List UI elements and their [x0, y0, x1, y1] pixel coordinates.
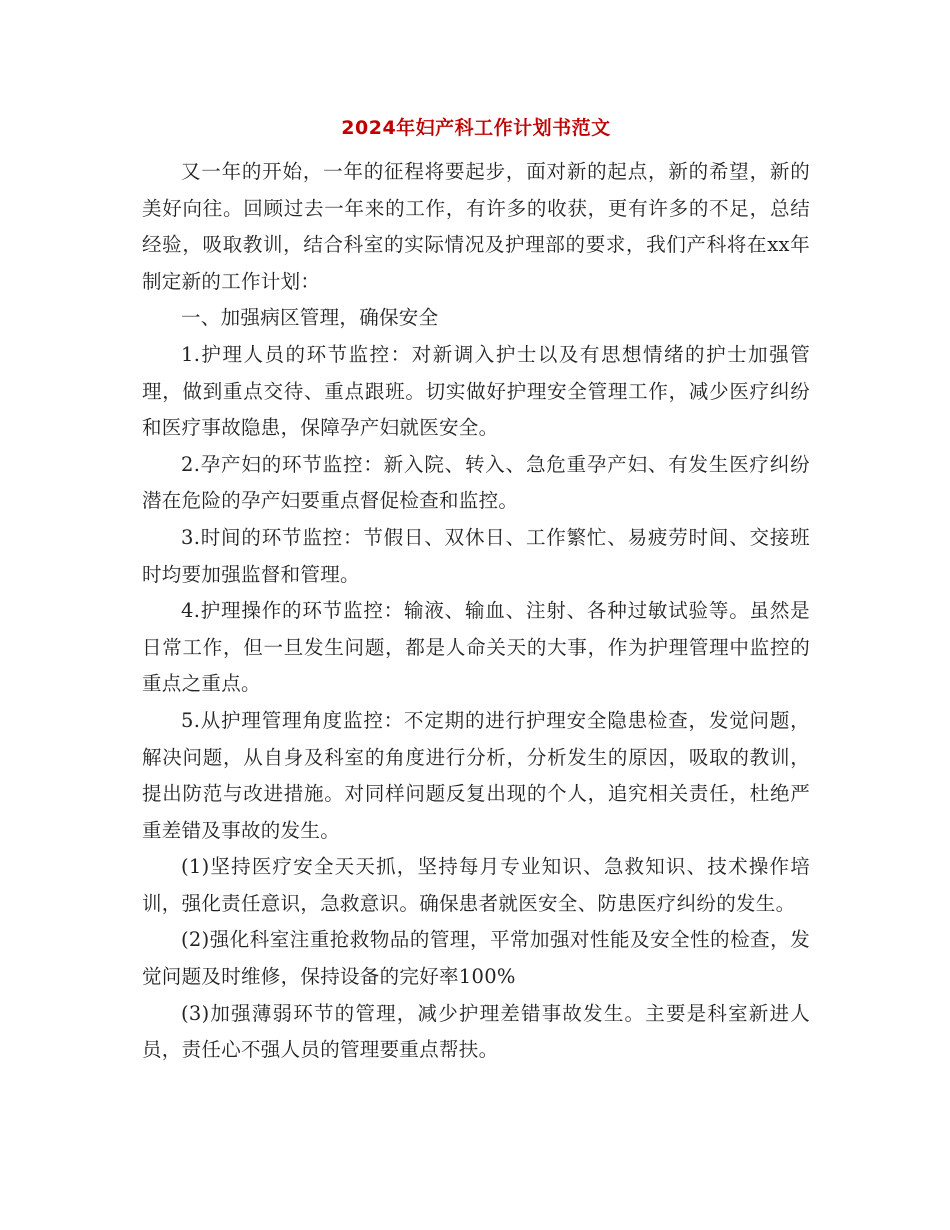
paragraph-subitem-3: (3)加强薄弱环节的管理，减少护理差错事故发生。主要是科室新进人员，责任心不强人员的管理要重点帮扶。: [142, 1001, 810, 1062]
paragraph-item-5: 5.从护理管理角度监控：不定期的进行护理安全隐患检查，发觉问题，解决问题，从自身及科室的角度进行分析，分析发生的原因，吸取的教训，提出防范与改进措施。对同样问题反复出现的个人，追究相关责任，杜绝严重差错及事故的发生。: [142, 708, 810, 842]
paragraph-subitem-2: (2)强化科室注重抢救物品的管理，平常加强对性能及安全性的检查，发觉问题及时维修，保持设备的完好率100%: [142, 928, 810, 989]
paragraph-item-4: 4.护理操作的环节监控：输液、输血、注射、各种过敏试验等。虽然是日常工作，但一旦发生问题，都是人命关天的大事，作为护理管理中监控的重点之重点。: [142, 599, 810, 696]
paragraph-item-2: 2.孕产妇的环节监控：新入院、转入、急危重孕产妇、有发生医疗纠纷潜在危险的孕产妇要重点督促检查和监控。: [142, 452, 810, 513]
section-heading-1: 一、加强病区管理，确保安全: [181, 306, 439, 330]
intro-paragraph: 又一年的开始，一年的征程将要起步，面对新的起点，新的希望，新的美好向往。回顾过去一年来的工作，有许多的收获，更有许多的不足，总结经验，吸取教训，结合科室的实际情况及护理部的要求，我们产科将在xx年制定新的工作计划：: [142, 160, 810, 293]
paragraph-item-1: 1.护理人员的环节监控：对新调入护士以及有思想情绪的护士加强管理，做到重点交待、重点跟班。切实做好护理安全管理工作，减少医疗纠纷和医疗事故隐患，保障孕产妇就医安全。: [142, 342, 810, 440]
document-body: [142, 112, 810, 1069]
paragraph-item-3: 3.时间的环节监控：节假日、双休日、工作繁忙、易疲劳时间、交接班时均要加强监督和管理。: [142, 525, 810, 586]
document-title: 2024年妇产科工作计划书范文: [341, 117, 611, 139]
paragraph-subitem-1: (1)坚持医疗安全天天抓，坚持每月专业知识、急救知识、技术操作培训，强化责任意识，急救意识。确保患者就医安全、防患医疗纠纷的发生。: [142, 855, 810, 915]
